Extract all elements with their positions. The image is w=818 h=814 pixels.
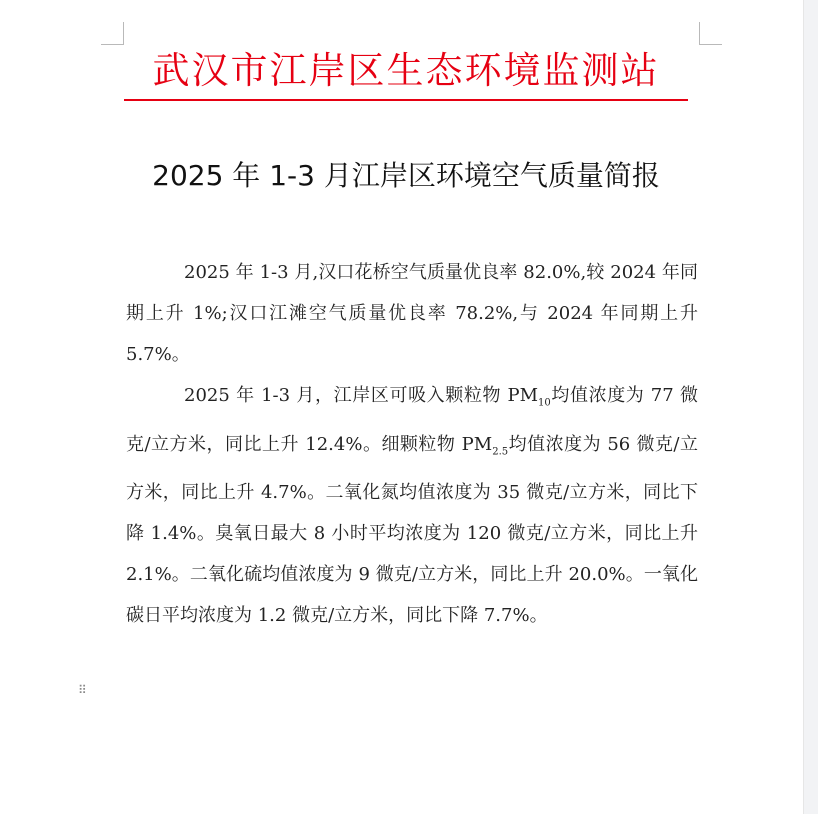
paragraph-2-text-2: 均值浓度为 77 微克/立方米，同比上升 12.4%。细颗粒物 PM <box>126 385 698 455</box>
organization-header: 武汉市江岸区生态环境监测站 <box>152 49 660 92</box>
paragraph-2-text-1: 2025 年 1-3 月，江岸区可吸入颗粒物 PM <box>184 385 539 406</box>
vertical-scrollbar[interactable] <box>803 0 818 814</box>
paragraph-1: 2025 年 1-3 月,汉口花桥空气质量优良率 82.0%,较 2024 年同期上升 1%;汉口江滩空气质量优良率 78.2%,与 2024 年同期上升 5.7%。 <box>126 262 698 365</box>
pm10-subscript: 10 <box>538 397 551 409</box>
pm25-subscript: 2.5 <box>492 446 509 458</box>
paragraph-2 <box>126 375 698 636</box>
header-red-rule <box>124 99 688 101</box>
drag-handle-icon[interactable] <box>78 683 92 709</box>
page-corner-marker-top-left <box>101 22 124 45</box>
paragraph-2-text-3: 均值浓度为 56 微克/立方米，同比上升 4.7%。二氧化氮均值浓度为 35 微克/立方米，同比下降 1.4%。臭氧日最大 8 小时平均浓度为 120 微克/立方米，同比上升 2.1%。二氧化硫均值浓度为 9 微克/立方米，同比上升 20.0%。一氧化碳日平均浓度为 1.2 微克/立方米，同比下降 7.7%。 <box>126 433 698 627</box>
document-title: 2025 年 1-3 月江岸区环境空气质量简报 <box>152 159 660 192</box>
page-corner-marker-top-right <box>699 22 722 45</box>
drag-handle-dots-row: ⠿ <box>78 683 88 697</box>
